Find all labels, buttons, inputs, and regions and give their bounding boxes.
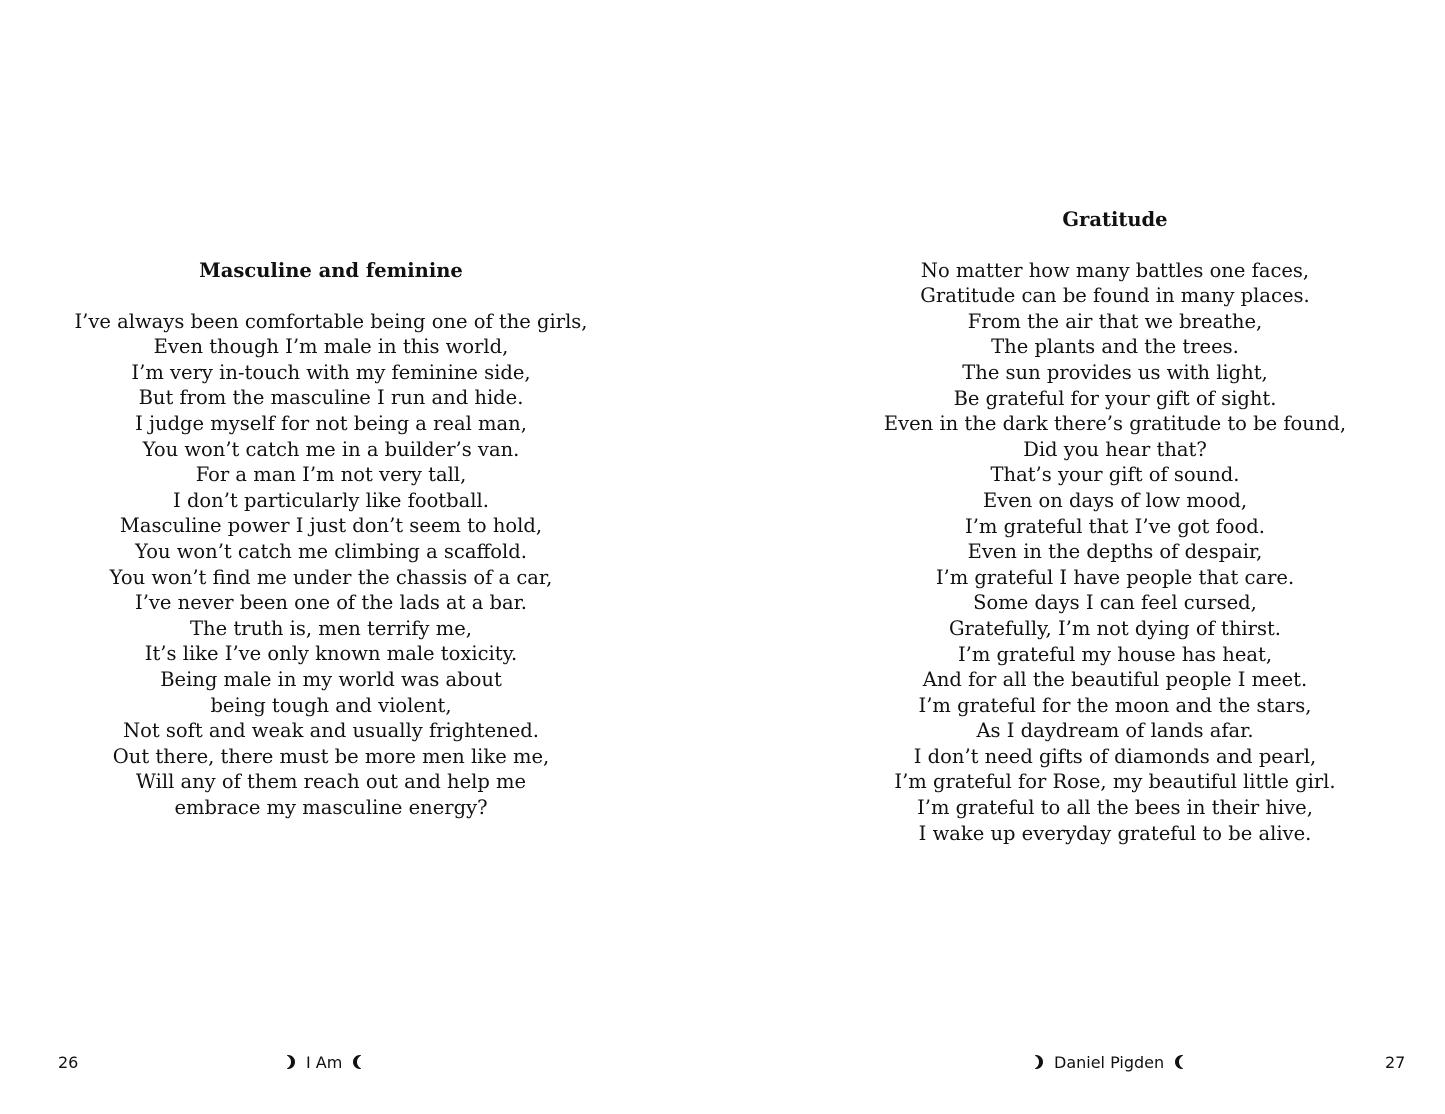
poem-line: Gratitude can be found in many places.	[920, 284, 1310, 308]
poem-line: Masculine power I just don’t seem to hold,	[119, 514, 543, 538]
poem-line: Even in the depths of despair,	[967, 540, 1263, 564]
poem-body	[40, 309, 622, 821]
poem-line: For a man I’m not very tall,	[195, 463, 467, 487]
poem-line: Even on days of low mood,	[982, 488, 1248, 512]
poem-body	[851, 258, 1379, 847]
poem-line: Be grateful for your gift of sight.	[953, 386, 1277, 410]
poem-line: And for all the beautiful people I meet.	[922, 668, 1308, 692]
poem-line: Will any of them reach out and help me	[135, 770, 527, 794]
poem-line: I wake up everyday grateful to be alive.	[918, 821, 1312, 845]
poem-line: I’ve always been comfortable being one of the girls,	[74, 309, 588, 333]
poem-masculine-and-feminine	[40, 258, 622, 820]
poem-line: As I daydream of lands afar.	[976, 719, 1254, 743]
poem-line: That’s your gift of sound.	[990, 463, 1240, 487]
poem-line: I’m grateful that I’ve got food.	[965, 514, 1265, 538]
poem-line: I’m grateful my house has heat,	[957, 642, 1273, 666]
left-page	[0, 0, 722, 1114]
poem-line: I’m grateful I have people that care.	[935, 565, 1295, 589]
poem-line: Some days I can feel cursed,	[973, 591, 1257, 615]
poem-line: You won’t find me under the chassis of a car,	[109, 565, 553, 589]
waxing-crescent-moon-icon	[287, 1054, 297, 1070]
running-head-text: I Am	[306, 1053, 343, 1072]
poem-line: But from the masculine I run and hide.	[138, 386, 524, 410]
poem-line: Being male in my world was about	[160, 667, 502, 691]
poem-line: I judge myself for not being a real man,	[135, 411, 527, 435]
poem-line: No matter how many battles one faces,	[920, 258, 1310, 282]
page-number: 26	[58, 1053, 79, 1072]
poem-line: Out there, there must be more men like me,	[112, 744, 550, 768]
poem-line: The truth is, men terrify me,	[190, 616, 472, 640]
waning-crescent-moon-icon	[1173, 1054, 1183, 1070]
waning-crescent-moon-icon	[351, 1054, 361, 1070]
poem-line: Did you hear that?	[1023, 437, 1207, 461]
poem-line: I’m grateful for Rose, my beautiful little girl.	[894, 770, 1336, 794]
running-head-text: Daniel Pigden	[1054, 1053, 1165, 1072]
poem-line: embrace my masculine energy?	[174, 795, 488, 819]
poem-line: You won’t catch me in a builder’s van.	[142, 437, 520, 461]
poem-line: I’ve never been one of the lads at a bar.	[135, 591, 527, 615]
right-page	[723, 0, 1445, 1114]
page-number: 27	[1385, 1053, 1406, 1072]
poem-line: I’m grateful for the moon and the stars,	[918, 693, 1312, 717]
running-head-author	[1035, 1051, 1183, 1075]
poem-line: I’m very in-touch with my feminine side,	[131, 360, 531, 384]
poem-line: The sun provides us with light,	[962, 360, 1268, 384]
poem-line: From the air that we breathe,	[967, 309, 1263, 333]
running-head-book-title	[287, 1051, 361, 1075]
poem-line: Even though I’m male in this world,	[153, 335, 509, 359]
poem-line: I’m grateful to all the bees in their hive,	[917, 796, 1313, 820]
waxing-crescent-moon-icon	[1035, 1054, 1045, 1070]
poem-line: Even in the dark there’s gratitude to be found,	[883, 412, 1347, 436]
poem-line: The plants and the trees.	[991, 335, 1239, 359]
poem-line: Gratefully, I’m not dying of thirst.	[948, 616, 1282, 640]
poem-line: You won’t catch me climbing a scaffold.	[135, 539, 527, 563]
poem-line: being tough and violent,	[210, 693, 452, 717]
poem-line: It’s like I’ve only known male toxicity.	[144, 642, 518, 666]
poem-line: I don’t particularly like football.	[173, 488, 489, 512]
poem-title: Gratitude	[1062, 208, 1168, 231]
poem-gratitude	[851, 207, 1379, 846]
poem-line: I don’t need gifts of diamonds and pearl,	[913, 744, 1317, 768]
poem-title: Masculine and feminine	[199, 259, 463, 282]
poem-line: Not soft and weak and usually frightened.	[123, 719, 539, 743]
